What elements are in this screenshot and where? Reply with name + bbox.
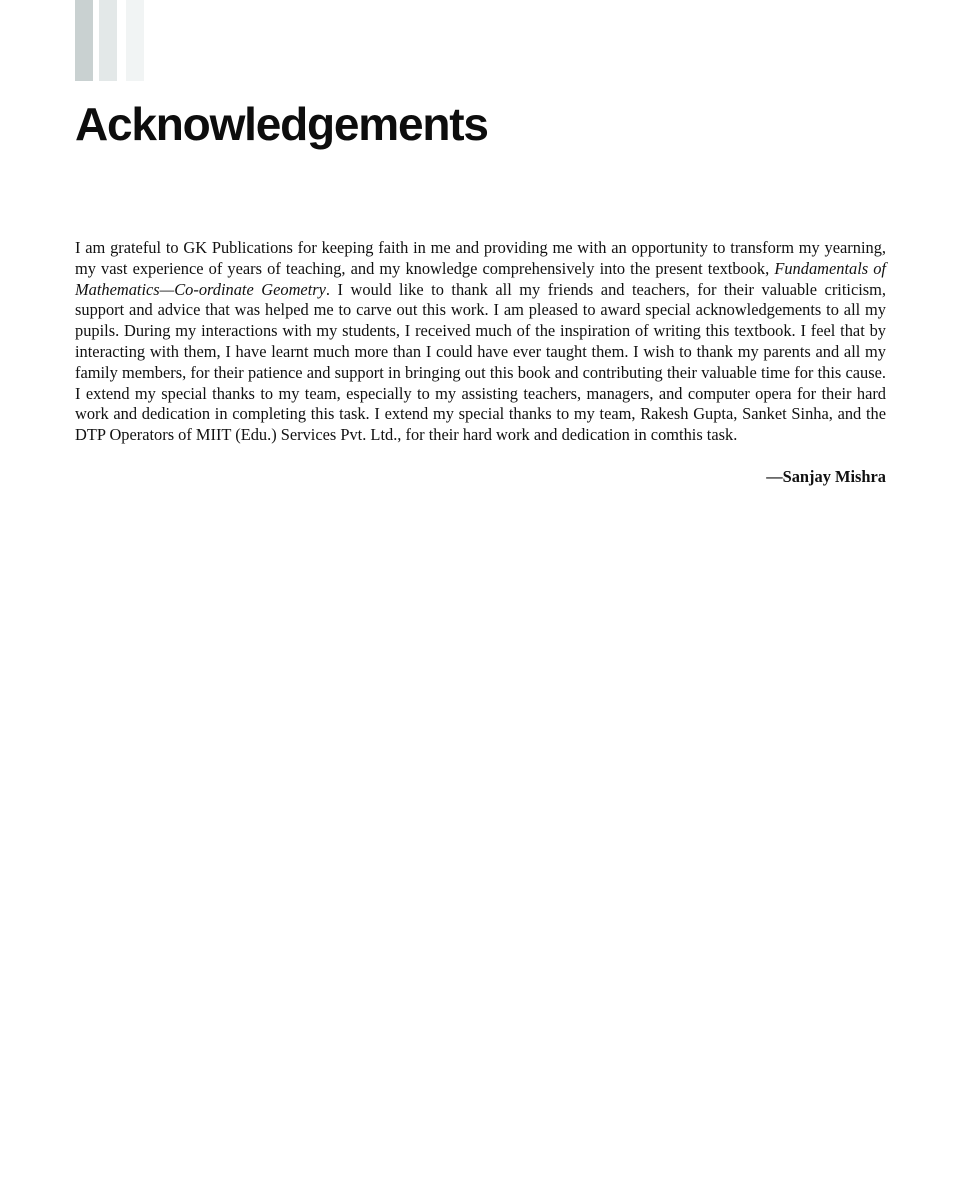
paragraph-text-part2: . I would like to thank all my friends and teachers, for their valuable criticism, support and advice that was helped me to carve out this work. I am pleased to award special acknowledgements to all my pupils. During my interactions with my students, I received much of the inspiration of writing this textbook. I feel that by interacting with them, I have learnt much more than I could have ever taught them. I wish to thank my parents and all my family members, for their patience and support in bringing out this book and contributing their valuable time for this cause. I extend my special thanks to my team, especially to my assisting teachers, managers, and computer opera for their hard work and dedication in completing this task. I extend my special thanks to my team, Rakesh Gupta, Sanket Sinha, and the DTP Operators of MIIT (Edu.) Services Pvt. Ltd., for their hard work and dedication in comthis task. [75, 279, 886, 445]
decorative-bar-light [126, 0, 144, 81]
page-title: Acknowledgements [75, 98, 488, 150]
book-title: Fundamentals of Mathematics—Co-ordinate Geometry [75, 258, 886, 299]
acknowledgement-paragraph [75, 238, 886, 446]
author-signature: —Sanjay Mishra [766, 467, 886, 486]
decorative-bar-dark [75, 0, 93, 81]
decorative-bar-mid [99, 0, 117, 81]
paragraph-text-part1: I am grateful to GK Publications for keeping faith in me and providing me with an opportunity to transform my yearning, my vast experience of years of teaching, and my knowledge comprehensively into the present textbook, [75, 238, 886, 278]
